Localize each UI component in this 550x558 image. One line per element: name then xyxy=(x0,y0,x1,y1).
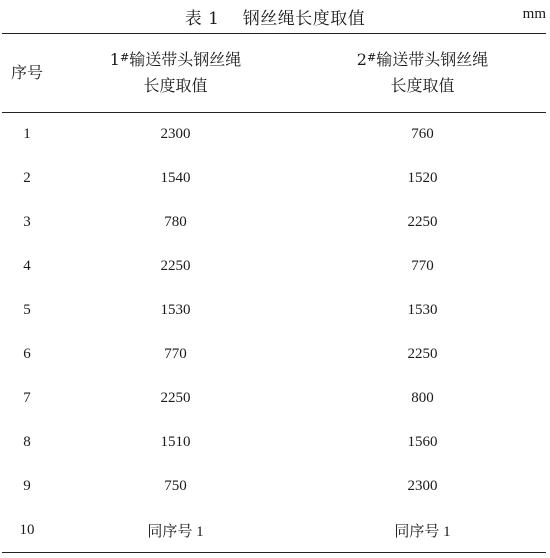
header-col1-text1: 输送带头钢丝绳 xyxy=(129,50,242,69)
table-unit: mm xyxy=(522,6,546,22)
table-header xyxy=(2,34,546,113)
cell-index: 10 xyxy=(19,521,35,538)
table-row xyxy=(2,509,546,553)
cell-col2: 同序号 1 xyxy=(394,523,451,540)
header-col2-num: 2 xyxy=(356,50,367,69)
cell-index: 7 xyxy=(23,390,31,406)
table-row xyxy=(2,421,546,465)
cell-col2: 2250 xyxy=(407,346,438,362)
cell-col2: 2250 xyxy=(407,214,438,230)
cell-index: 9 xyxy=(23,478,31,494)
cell-col1: 2250 xyxy=(160,390,191,406)
cell-index: 3 xyxy=(23,214,31,230)
table-row xyxy=(2,201,546,245)
header-col1-mark: # xyxy=(119,51,130,64)
header-col1-line2: 长度取值 xyxy=(143,76,208,95)
cell-col1: 770 xyxy=(164,346,187,362)
cell-col2: 770 xyxy=(411,258,434,274)
cell-col2: 760 xyxy=(411,126,434,143)
cell-col1: 780 xyxy=(164,214,187,230)
cell-col1: 1530 xyxy=(160,302,191,318)
header-col1-num: 1 xyxy=(109,50,120,69)
table-row xyxy=(2,245,546,289)
header-col2-line1 xyxy=(299,47,546,73)
cell-index: 6 xyxy=(23,346,31,362)
table-body xyxy=(2,113,546,553)
cell-col2: 1530 xyxy=(407,302,438,318)
header-col2 xyxy=(299,34,546,113)
cell-index: 2 xyxy=(23,170,31,186)
cell-col1: 1540 xyxy=(160,170,191,186)
header-row xyxy=(2,34,546,113)
header-col1 xyxy=(52,34,299,113)
cell-col1: 同序号 1 xyxy=(147,523,204,540)
header-index: 序号 xyxy=(10,63,43,82)
header-col2-text1: 输送带头钢丝绳 xyxy=(376,50,489,69)
table-row xyxy=(2,113,546,157)
cell-col1: 2300 xyxy=(160,126,191,143)
table-row xyxy=(2,157,546,201)
cell-col2: 2300 xyxy=(407,478,438,494)
table-caption xyxy=(0,0,550,30)
cell-col1: 2250 xyxy=(160,258,191,274)
cell-col2: 1520 xyxy=(407,170,438,186)
cell-index: 4 xyxy=(23,258,31,274)
header-col2-mark: # xyxy=(366,51,377,64)
cell-col1: 750 xyxy=(164,478,187,494)
header-col1-line1 xyxy=(52,47,299,73)
cell-index: 5 xyxy=(23,302,31,318)
header-col2-line2: 长度取值 xyxy=(390,76,455,95)
table-row xyxy=(2,465,546,509)
table-row xyxy=(2,333,546,377)
cell-col1: 1510 xyxy=(160,434,191,450)
cell-index: 1 xyxy=(23,126,31,143)
rope-length-table xyxy=(2,33,546,553)
table-title: 表 1 钢丝绳长度取值 xyxy=(184,9,366,29)
table-row xyxy=(2,289,546,333)
cell-col2: 1560 xyxy=(407,434,438,450)
table-row xyxy=(2,377,546,421)
cell-index: 8 xyxy=(23,434,31,450)
cell-col2: 800 xyxy=(411,390,434,406)
